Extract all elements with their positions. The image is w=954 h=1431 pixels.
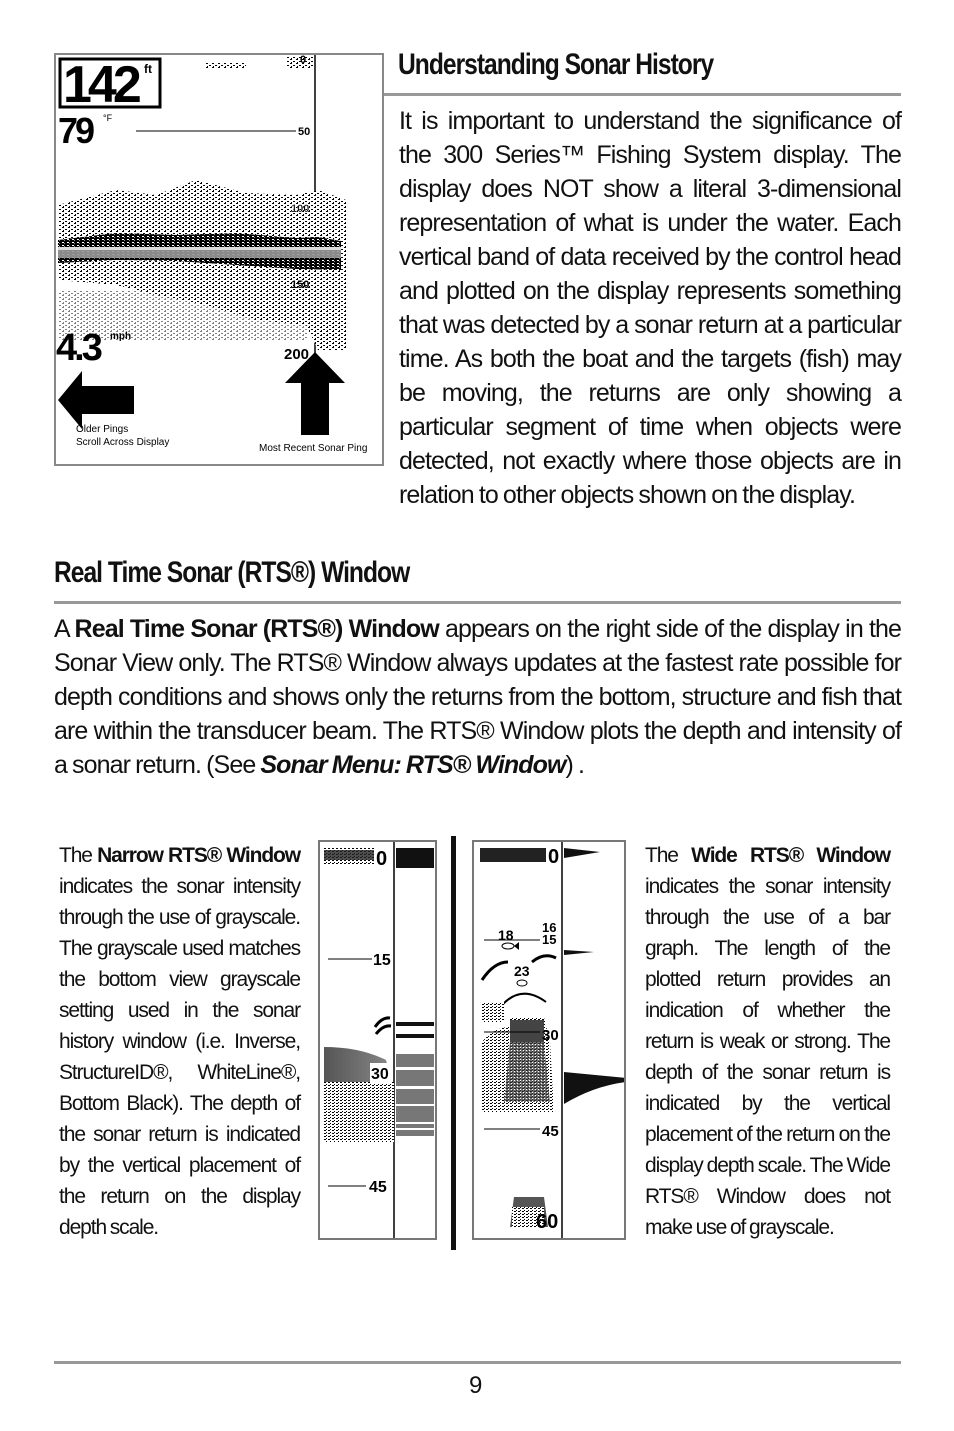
footer-rule: [54, 1361, 901, 1364]
section2-italic-ref: Sonar Menu: RTS® Window: [260, 751, 566, 779]
panel-divider: [451, 836, 456, 1250]
section2-paragraph: [54, 612, 901, 782]
left-arrow-icon: [58, 371, 134, 429]
recent-ping-caption: Most Recent Sonar Ping: [259, 443, 368, 454]
section1-heading: [398, 48, 908, 88]
section2-title: Real Time Sonar (RTS®) Window: [54, 556, 410, 589]
scale-label-50: 50: [298, 126, 311, 138]
depth-readout: 142: [63, 56, 138, 114]
narrow-prefix: The: [59, 844, 98, 867]
fish-icon-2: [517, 980, 527, 986]
narrow-rts-graphic: [320, 842, 437, 1240]
fish-icon: [502, 942, 519, 950]
narrow-bold: Narrow RTS® Window: [97, 844, 301, 867]
scale-label-200: 200: [284, 346, 310, 363]
wide-label-60: 60: [536, 1211, 559, 1233]
section1-paragraph: It is important to understand the significance of the 300 Series™ Fishing System display. The display does NOT show a literal 3-dimensional representation of what is under the water. Each vertical band of data received by the control head and plotted on the display represents something that was detected by a sonar return at a particular time. As both the boat and the targets (fish) may be moving, the returns are only showing a particular segment of time when objects were detected, not exactly where those objects are in relation to other objects shown on the display.: [399, 107, 901, 509]
scale-label-100: 100: [291, 203, 310, 215]
speed-readout: 4.3: [56, 327, 100, 369]
wide-prefix: The: [645, 844, 692, 867]
narrow-label-0: 0: [376, 848, 388, 870]
depth-unit: ft: [144, 62, 152, 76]
narrow-label-30: 30: [371, 1066, 389, 1083]
narrow-label-45: 45: [369, 1179, 387, 1196]
speed-unit: mph: [110, 331, 132, 342]
narrow-body: indicates the sonar intensity through the use of grayscale. The grayscale used matches the bottom view grayscale setting used in the sonar history window (i.e. Inverse, StructureID®, WhiteLine®, Bottom Black). The depth of the sonar return is indicated by the vertical placement of the return on the display depth scale.: [59, 875, 300, 1239]
section2-heading: [54, 556, 654, 596]
narrow-rts-screenshot: [318, 840, 437, 1240]
section2-prefix: A: [54, 615, 75, 643]
wide-label-45: 45: [542, 1123, 559, 1140]
section2-bold: Real Time Sonar (RTS®) Window: [74, 615, 439, 643]
wide-description: [645, 840, 890, 1243]
scale-label-150: 150: [291, 279, 310, 291]
svg-text:15: 15: [542, 932, 557, 947]
scroll-caption: Scroll Across Display: [76, 437, 170, 448]
page-number: 9: [469, 1372, 483, 1399]
wide-bold: Wide RTS® Window: [691, 844, 891, 867]
section2-body: appears on the right side of the display in the Sonar View only. The RTS® Window always updates at the fastest rate possible for depth conditions and shows only the returns from the bottom, structure and fish that are within the transducer beam. The RTS® Window plots the depth and intensity of a sonar return. (See: [54, 615, 902, 779]
fish-label-16: 16: [542, 920, 557, 935]
temperature-readout: 79: [58, 110, 93, 151]
narrow-label-15: 15: [373, 952, 391, 969]
up-arrow-icon: [285, 352, 345, 435]
wide-label-30: 30: [542, 1027, 559, 1044]
sonar-history-graphic: [56, 55, 384, 466]
section2-rule: [54, 601, 901, 604]
wide-body: indicates the sonar intensity through the use of a bar graph. The length of the plotted return provides an indication of whether the return is weak or strong. The depth of the sonar return is indicated by the vertical placement of the return on the display depth scale. The Wide RTS® Window does not make use of grayscale.: [645, 875, 890, 1239]
section1-rule: [384, 93, 901, 96]
section1-title: Understanding Sonar History: [398, 48, 714, 81]
section2-end: ) .: [565, 751, 585, 779]
narrow-description: [59, 840, 300, 1243]
fish-label-23: 23: [514, 963, 530, 979]
temperature-unit: °F: [103, 113, 113, 123]
wide-rts-screenshot: [472, 840, 626, 1240]
scale-label-0: 0: [300, 55, 307, 66]
older-pings-caption: Older Pings: [76, 424, 129, 435]
wide-label-0: 0: [548, 846, 560, 868]
sonar-history-screenshot: [54, 53, 384, 466]
wide-rts-graphic: [474, 842, 626, 1240]
fish-label-18: 18: [498, 927, 514, 943]
